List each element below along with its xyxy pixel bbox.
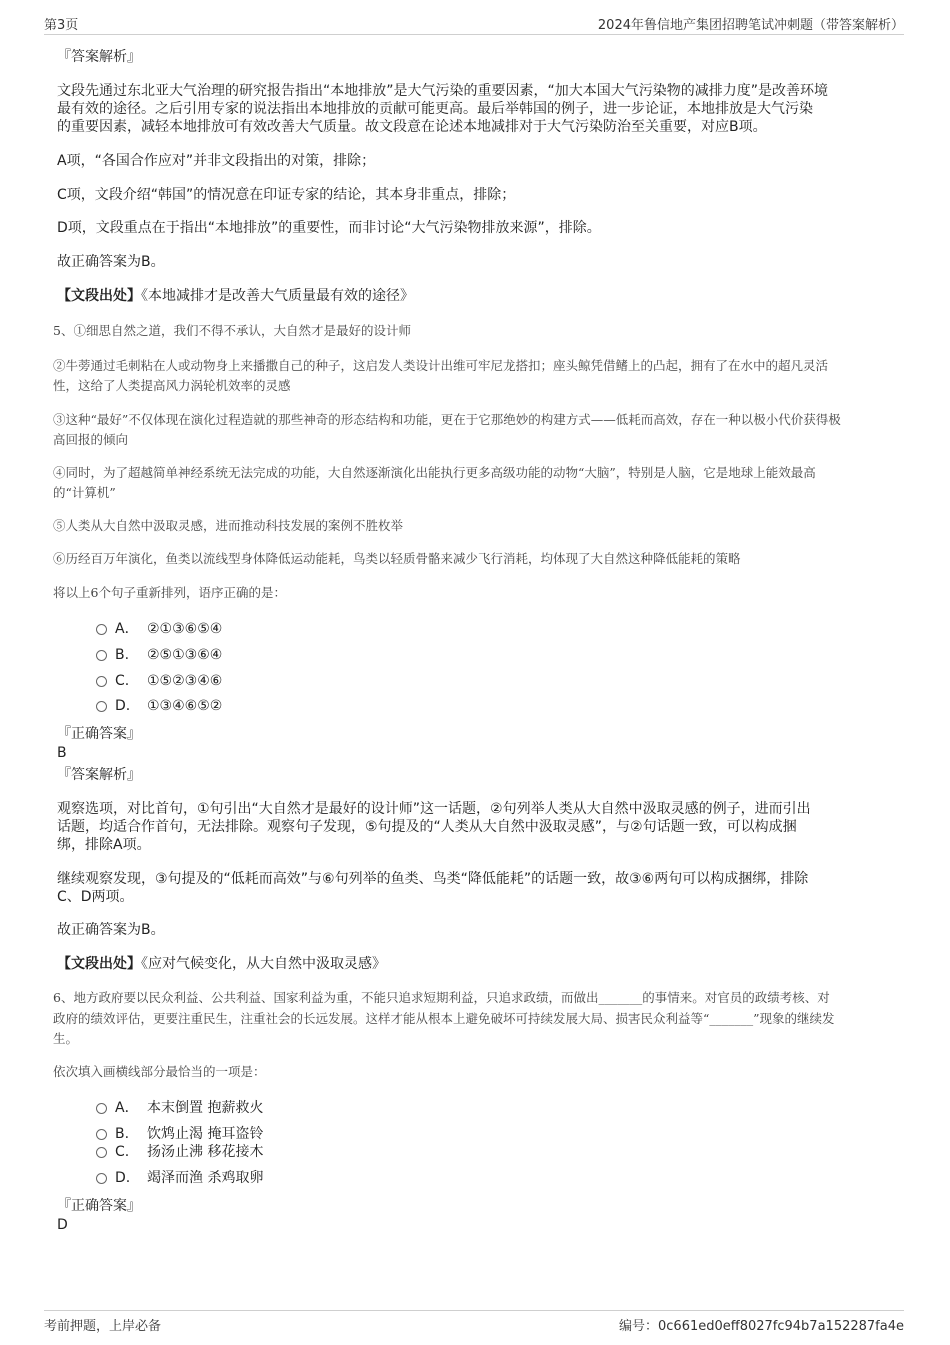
analysis-label: 『答案解析』 (57, 49, 141, 65)
q6-option-c[interactable]: C. 扬汤止沸 移花接木 (96, 1142, 263, 1162)
q5-answer: B (57, 745, 67, 761)
option-c-explanation: C项，文段介绍“韩国”的情况意在印证专家的结论，其本身非重点，排除； (57, 187, 516, 203)
q5-option-c[interactable]: C. ①⑤②③④⑥ (96, 671, 222, 691)
document-title: 2024年鲁信地产集团招聘笔试冲刺题（带答案解析） (597, 18, 904, 33)
option-d-explanation: D项，文段重点在于指出“本地排放”的重要性，而非讨论“大气污染物排放来源”，排除。 (57, 220, 601, 236)
q5-sentence-2: ②牛蒡通过毛刺粘在人或动物身上来播撒自己的种子，这启发人类设计出维可牢尼龙搭扣；座头鲸凭借鳍上的凸起，拥有了在水中的超凡灵活 (53, 358, 829, 373)
q6-stem-line: 政府的绩效评估，更要注重民生，注重社会的长远发展。这样才能从根本上避免破坏可持续发展大局、损害民众利益等“_______”现象的继续发 (53, 1011, 835, 1026)
source-label: 【文段出处】 (57, 956, 141, 972)
q5-option-d[interactable]: D. ①③④⑥⑤② (96, 696, 222, 716)
footer-slogan: 考前押题，上岸必备 (44, 1319, 162, 1334)
q5-analysis-line: 观察选项，对比首句，①句引出“大自然才是最好的设计师”这一话题，②句列举人类从大自然中汲取灵感的例子，进而引出 (57, 801, 811, 817)
radio-button-icon[interactable] (96, 1173, 107, 1184)
q5-sentence-1: 5、①细思自然之道，我们不得不承认，大自然才是最好的设计师 (53, 323, 411, 338)
q6-answer-label: 『正确答案』 (57, 1198, 141, 1214)
radio-button-icon[interactable] (96, 650, 107, 661)
q6-option-b[interactable]: B. 饮鸩止渴 掩耳盗铃 (96, 1124, 263, 1144)
option-a-explanation: A项，“各国合作应对”并非文段指出的对策，排除； (57, 153, 376, 169)
q5-sentence-2-cont: 性，这给了人类提高风力涡轮机效率的灵感 (53, 378, 291, 393)
q5-sentence-3-cont: 高回报的倾向 (53, 432, 129, 447)
source-line (57, 287, 887, 305)
q6-answer: D (57, 1217, 68, 1233)
q5-analysis-label: 『答案解析』 (57, 767, 141, 783)
q5-sentence-4: ④同时，为了超越简单神经系统无法完成的功能，大自然逐渐演化出能执行更多高级功能的动物“大脑”，特别是人脑，它是地球上能效最高 (53, 465, 816, 480)
source-label: 【文段出处】 (57, 288, 141, 304)
source-title: 《本地减排才是改善大气质量最有效的途径》 (141, 288, 414, 304)
q5-sentence-5: ⑤人类从大自然中汲取灵感，进而推动科技发展的案例不胜枚举 (53, 518, 404, 533)
radio-button-icon[interactable] (96, 1103, 107, 1114)
q6-option-a[interactable]: A． 本末倒置 抱薪救火 (96, 1098, 263, 1118)
source-title: 《应对气候变化，从大自然中汲取灵感》 (141, 956, 386, 972)
q5-option-a[interactable]: A． ②①③⑥⑤④ (96, 619, 222, 639)
page-footer (44, 1310, 904, 1333)
conclusion-text: 故正确答案为B。 (57, 254, 165, 270)
q5-prompt: 将以上6个句子重新排列，语序正确的是： (53, 585, 286, 600)
q5-conclusion: 故正确答案为B。 (57, 922, 165, 938)
q5-sentence-4-cont: 的“计算机” (53, 485, 116, 500)
q5-sentence-6: ⑥历经百万年演化，鱼类以流线型身体降低运动能耗，鸟类以轻质骨骼来减少飞行消耗，均体现了大自然这种降低能耗的策略 (53, 551, 741, 566)
q5-source-line (57, 955, 887, 973)
q5-answer-label: 『正确答案』 (57, 726, 141, 742)
q6-stem-line: 6、地方政府要以民众利益、公共利益、国家利益为重，不能只追求短期利益，只追求政绩，而做出_______的事情来。对官员的政绩考核、对 (53, 990, 830, 1005)
page-header (44, 14, 904, 35)
radio-button-icon[interactable] (96, 701, 107, 712)
q5-analysis-line: C、D两项。 (57, 889, 134, 905)
analysis-text-line: 最有效的途径。之后引用专家的说法指出本地排放的贡献可能更高。最后举韩国的例子，进一步论证，本地排放是大气污染 (57, 101, 813, 117)
analysis-text-line: 的重要因素，减轻本地排放可有效改善大气质量。故文段意在论述本地减排对于大气污染防治至关重要，对应B项。 (57, 119, 767, 135)
page-number: 第3页 (44, 18, 79, 33)
q5-analysis-line: 绑，排除A项。 (57, 837, 151, 853)
radio-button-icon[interactable] (96, 1147, 107, 1158)
q6-option-d[interactable]: D. 竭泽而渔 杀鸡取卵 (96, 1168, 263, 1188)
q5-option-b[interactable]: B. ②⑤①③⑥④ (96, 645, 222, 665)
radio-button-icon[interactable] (96, 624, 107, 635)
document-id: 编号：0c661ed0eff8027fc94b7a152287fa4e (619, 1319, 904, 1334)
q6-stem-line: 生。 (53, 1031, 79, 1046)
analysis-text-line: 文段先通过东北亚大气治理的研究报告指出“本地排放”是大气污染的重要因素，“加大本国大气污染物的减排力度”是改善环境 (57, 83, 829, 99)
q5-analysis-line: 继续观察发现，③句提及的“低耗而高效”与⑥句列举的鱼类、鸟类“降低能耗”的话题一致，故③⑥两句可以构成捆绑，排除 (57, 871, 809, 887)
q5-sentence-3: ③这种“最好”不仅体现在演化过程造就的那些神奇的形态结构和功能，更在于它那绝妙的构建方式——低耗而高效，存在一种以极小代价获得极 (53, 412, 841, 427)
q5-analysis-line: 话题，均适合作首句，无法排除。观察句子发现，⑤句提及的“人类从大自然中汲取灵感”，与②句话题一致，可以构成捆 (57, 819, 797, 835)
q6-prompt: 依次填入画横线部分最恰当的一项是： (53, 1064, 266, 1079)
radio-button-icon[interactable] (96, 1129, 107, 1140)
radio-button-icon[interactable] (96, 676, 107, 687)
